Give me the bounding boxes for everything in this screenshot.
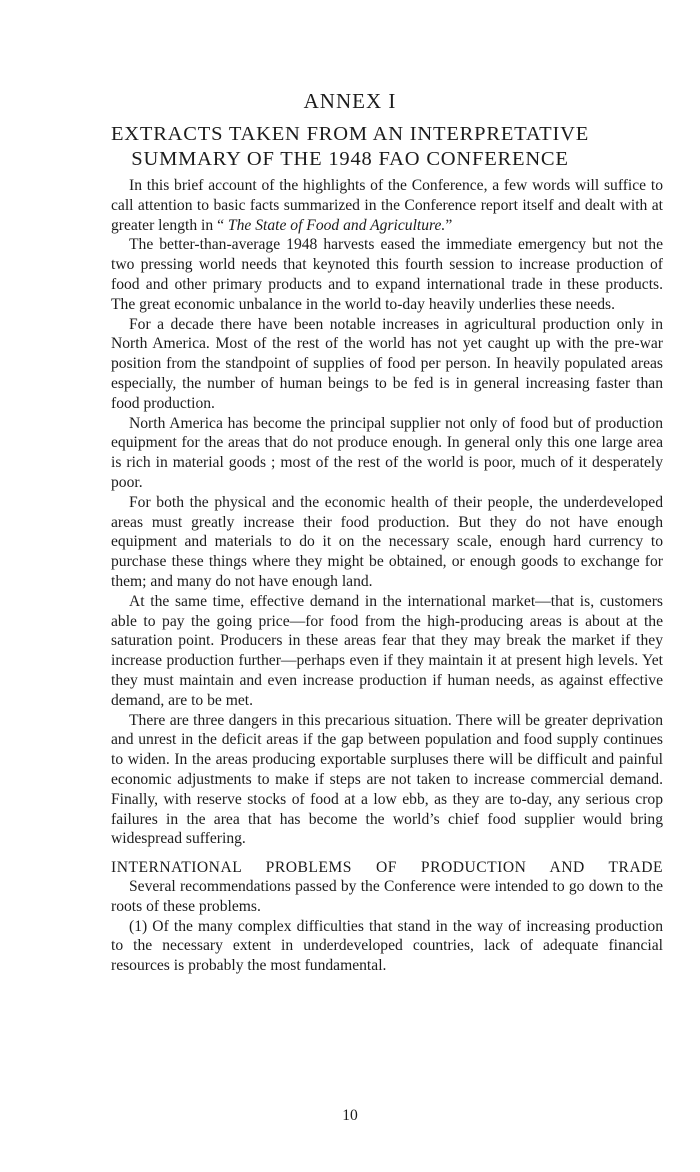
paragraph-three-dangers: There are three dangers in this precarious situation. There will be greater deprivation and unrest in the deficit areas if the gap between population and food supply continues to widen. In the areas producing exportable surpluses there will be difficult and painful economic adjustments to make if steps are not taken to increase commercial demand. Finally, with reserve stocks of food at a low ebb, as they are to-day, any serious crop failures in the area that has become the world’s chief food supplier would bring widespread suffering. xyxy=(111,711,663,848)
section-heading: INTERNATIONAL PROBLEMS OF PRODUCTION AND TRADE xyxy=(111,859,663,876)
paragraph-north-america-production: For a decade there have been notable increases in agricultural production only in North America. Most of the rest of the world has not yet caught up with the pre-war position from the standpoint of supplies of food per person. In heavily populated areas especially, the number of human beings to be fed is in general increasing faster than food production. xyxy=(111,315,663,412)
paragraph-underdeveloped-areas: For both the physical and the economic health of their people, the underdeveloped areas must greatly increase their food production. But they do not have enough equipment and materials to do it on the necessary scale, enough hard currency to purchase these things where they might be obtained, or enough goods to exchange for them; and many do not have enough land. xyxy=(111,493,663,590)
intro-closing-quote: ” xyxy=(445,216,453,234)
intro-paragraph xyxy=(111,176,663,235)
report-title: The State of Food and Agriculture. xyxy=(227,216,446,234)
paragraph-financial-resources: (1) Of the many complex difficulties that stand in the way of increasing production to the necessary extent in underdeveloped countries, lack of adequate financial resources is probably the most fundamental. xyxy=(111,917,663,975)
page-number: 10 xyxy=(342,1107,358,1124)
body-text xyxy=(111,176,663,849)
paragraph-harvests: The better-than-average 1948 harvests eased the immediate emergency but not the two pressing world needs that keynoted this fourth session to increase production of food and other primary products and to expand international trade in these products. The great economic unbalance in the world to-day heavily underlies these needs. xyxy=(111,236,663,313)
paragraph-effective-demand: At the same time, effective demand in the international market—that is, customers able to pay the going price—for food from the high-producing areas is about at the saturation point. Producers in these areas fear that they may break the market if they increase production further—perhaps even if they maintain it at present high levels. Yet they must maintain and even increase production if human needs, as against effective demand, are to be met. xyxy=(111,592,663,709)
section-body-text xyxy=(111,877,663,976)
intro-text: In this brief account of the highlights of the Conference, a few words will suffice to call attention to basic facts summarized in the Conference report itself and dealt with at greater length in “ xyxy=(111,177,663,234)
paragraph-recommendations: Several recommendations passed by the Conference were intended to go down to the roots of these problems. xyxy=(111,878,663,915)
paragraph-principal-supplier: North America has become the principal supplier not only of food but of production equipment for the areas that do not produce enough. In general only this one large area is rich in material goods ; most of the rest of the world is poor, much of it desperately poor. xyxy=(111,414,663,491)
main-heading-line-2: SUMMARY OF THE 1948 FAO CONFERENCE xyxy=(131,148,569,170)
main-heading-line-1: EXTRACTS TAKEN FROM AN INTERPRETATIVE xyxy=(110,123,590,145)
main-heading xyxy=(40,122,660,172)
annex-title: ANNEX I xyxy=(303,89,397,113)
